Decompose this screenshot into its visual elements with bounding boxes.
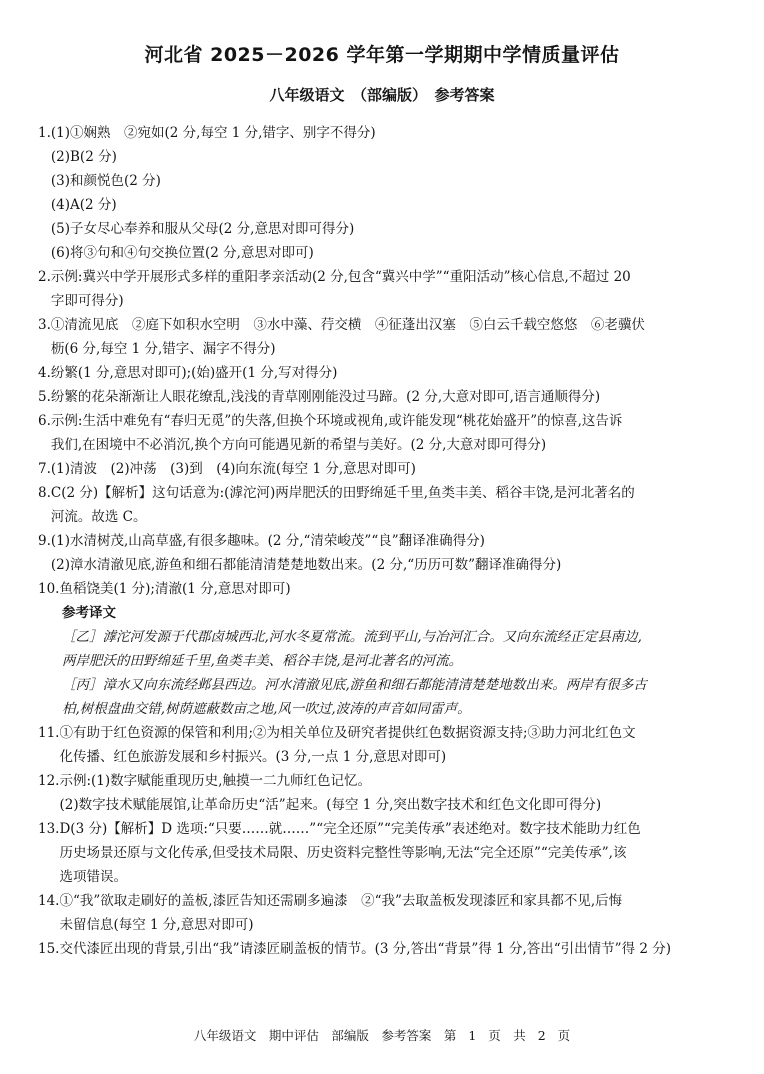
answer-line: (6)将③句和④句交换位置(2 分,意思对即可) [50, 245, 314, 261]
answer-line: 未留信息(每空 1 分,意思对即可) [59, 917, 254, 933]
translation-line: 柏,树根盘曲交错,树荫遮蔽数亩之地,风一吹过,波涛的声音如同雷声。 [62, 701, 471, 717]
question-number: 12. [38, 773, 60, 789]
answer-line: 历史场景还原与文化传承,但受技术局限、历史资料完整性等影响,无法“完全还原”“完美传承”,该 [59, 845, 627, 861]
answer-line: 我们,在困境中不必消沉,换个方向可能遇见新的希望与美好。(2 分,大意对即可得分) [50, 437, 547, 453]
translation-line: ［乙］滹沱河发源于代郡卤城西北,河水冬夏常流。流到平山,与冶河汇合。又向东流经正定县南边, [62, 629, 642, 645]
question-number: 14. [38, 893, 60, 909]
answer-line: 纷繁的花朵渐渐让人眼花缭乱,浅浅的青草刚刚能没过马蹄。(2 分,大意对即可,语言通顺得分) [50, 389, 601, 405]
answer-line: 河流。故选 C。 [50, 509, 147, 525]
question-11 [38, 721, 728, 769]
answer-line: (2)B(2 分) [50, 149, 117, 165]
translation-line: 两岸肥沃的田野绵延千里,鱼类丰美、稻谷丰饶,是河北著名的河流。 [62, 653, 463, 669]
answer-line: 示例:(1)数字赋能重现历史,触摸一二九师红色记忆。 [59, 773, 371, 789]
question-15 [38, 937, 728, 961]
answer-line: 示例:生活中难免有“春归无觅”的失落,但换个环境或视角,或许能发现“桃花始盛开”的惊喜,这告诉 [50, 413, 623, 429]
answer-line: 枥(6 分,每空 1 分,错字、漏字不得分) [50, 341, 276, 357]
question-number: 10. [38, 581, 60, 597]
question-number: 5. [38, 389, 51, 405]
answer-line: C(2 分)【解析】这句话意为:(滹沱河)两岸肥沃的田野绵延千里,鱼类丰美、稻谷丰饶,是河北著名的 [50, 485, 635, 501]
question-number: 1. [38, 125, 51, 141]
reference-translation-paragraph [38, 625, 728, 673]
question-number: 3. [38, 317, 51, 333]
answer-list [38, 121, 728, 961]
question-number: 8. [38, 485, 51, 501]
reference-translation-heading: 参考译文 [62, 605, 116, 621]
question-number: 6. [38, 413, 51, 429]
answer-line: ①“我”欲取走刷好的盖板,漆匠告知还需刷多遍漆 ②“我”去取盖板发现漆匠和家具都不见,后悔 [59, 893, 623, 909]
question-6 [38, 409, 728, 457]
question-2 [38, 265, 728, 313]
question-13 [38, 817, 728, 889]
answer-line: (2)数字技术赋能展馆,让革命历史“活”起来。(每空 1 分,突出数字技术和红色文化即可得分) [59, 797, 602, 813]
document-subtitle: 八年级语文 （部编版） 参考答案 [269, 86, 495, 104]
question-1 [38, 121, 728, 265]
answer-line: (2)漳水清澈见底,游鱼和细石都能清清楚楚地数出来。(2 分,“历历可数”翻译准确得分) [50, 557, 562, 573]
question-14 [38, 889, 728, 937]
answer-line: (4)A(2 分) [50, 197, 117, 213]
answer-line: 鱼稻饶美(1 分);清澈(1 分,意思对即可) [59, 581, 291, 597]
answer-line: 化传播、红色旅游发展和乡村振兴。(3 分,一点 1 分,意思对即可) [59, 749, 447, 765]
question-number: 7. [38, 461, 51, 477]
reference-translation-paragraph [38, 673, 728, 721]
question-3 [38, 313, 728, 361]
question-8 [38, 481, 728, 529]
document-title: 河北省 2025－2026 学年第一学期期中学情质量评估 [144, 44, 620, 66]
answer-line: ①清流见底 ②庭下如积水空明 ③水中藻、荇交横 ④征蓬出汉塞 ⑤白云千载空悠悠 ⑥老骥伏 [50, 317, 645, 333]
answer-line: 交代漆匠出现的背景,引出“我”请漆匠刷盖板的情节。(3 分,答出“背景”得 1 分,答出“引出情节”得 2 分) [59, 941, 672, 957]
answer-line: (5)子女尽心奉养和服从父母(2 分,意思对即可得分) [50, 221, 355, 237]
answer-line: 字即可得分) [50, 293, 124, 309]
answer-line: (1)清波 (2)冲荡 (3)到 (4)向东流(每空 1 分,意思对即可) [50, 461, 416, 477]
translation-line: ［丙］漳水又向东流经邺县西边。河水清澈见底,游鱼和细石都能清清楚楚地数出来。两岸有很多古 [62, 677, 647, 693]
question-number: 13. [38, 821, 60, 837]
question-number: 11. [38, 725, 60, 741]
answer-line: 选项错误。 [59, 869, 127, 885]
question-number: 2. [38, 269, 51, 285]
question-4 [38, 361, 728, 385]
question-number: 4. [38, 365, 51, 381]
answer-line: (1)水清树茂,山高草盛,有很多趣味。(2 分,“清荣峻茂”“良”翻译准确得分) [50, 533, 485, 549]
question-number: 15. [38, 941, 60, 957]
answer-line: (3)和颜悦色(2 分) [50, 173, 161, 189]
question-5 [38, 385, 728, 409]
answer-line: D(3 分)【解析】D 选项:“只要……就……”“完全还原”“完美传承”表述绝对。数字技术能助力红色 [59, 821, 641, 837]
answer-line: 示例:冀兴中学开展形式多样的重阳孝亲活动(2 分,包含“冀兴中学”“重阳活动”核心信息,不超过 20 [50, 269, 631, 285]
question-7 [38, 457, 728, 481]
answer-line: 纷繁(1 分,意思对即可);(始)盛开(1 分,写对得分) [50, 365, 338, 381]
question-10 [38, 577, 728, 601]
question-12 [38, 769, 728, 817]
question-number: 9. [38, 533, 51, 549]
page-footer: 八年级语文 期中评估 部编版 参考答案 第 1 页 共 2 页 [193, 1028, 571, 1043]
answer-line: (1)①娴熟 ②宛如(2 分,每空 1 分,错字、别字不得分) [50, 125, 376, 141]
answer-line: ①有助于红色资源的保管和利用;②为相关单位及研究者提供红色数据资源支持;③助力河北红色文 [59, 725, 636, 741]
question-9 [38, 529, 728, 577]
